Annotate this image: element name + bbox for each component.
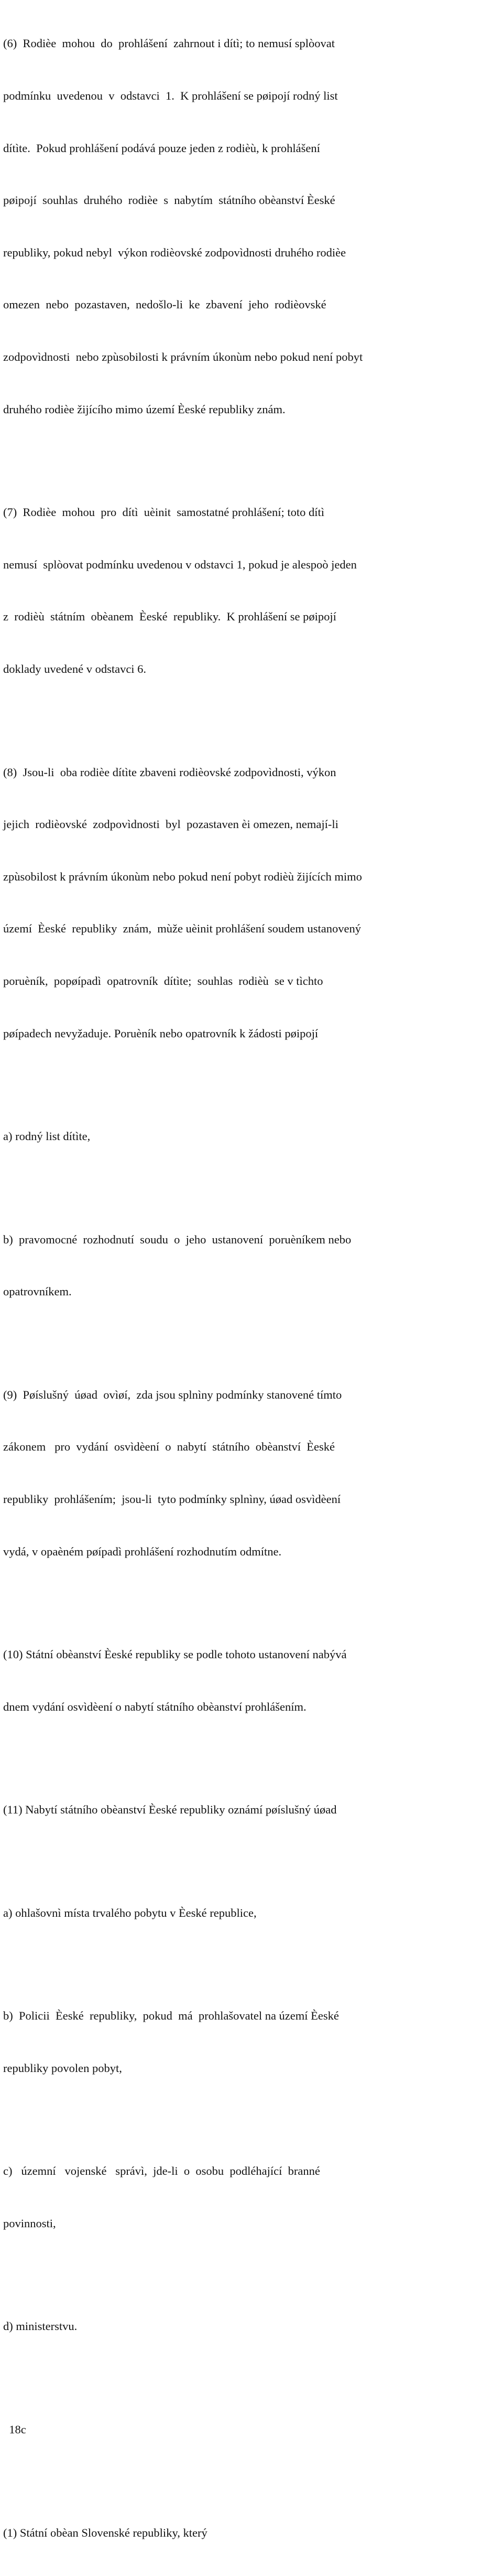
paragraph-7 [3, 469, 500, 713]
paragraph-gap [3, 2473, 500, 2489]
paragraph-gap [3, 2267, 500, 2283]
paragraph-gap [3, 1956, 500, 1972]
text-line: republiky povolen pobyt, [3, 2061, 122, 2075]
text-line: pøipojí souhlas druhého rodièe s nabytím státního obèanství Èeské [3, 194, 335, 207]
text-line: republiky prohlášením; jsou-li tyto podmínky splnìny, úøad osvìdèení [3, 1492, 341, 1506]
text-line: zodpovìdnosti nebo zpùsobilosti k právním úkonùm nebo pokud není pobyt [3, 350, 363, 364]
text-line: omezen nebo pozastaven, nedošlo-li ke zbavení jeho rodièovské [3, 298, 326, 312]
paragraph-gap [3, 2370, 500, 2386]
text-line: b) pravomocné rozhodnutí soudu o jeho ustanovení poruèníkem nebo [3, 1232, 352, 1246]
paragraph-gap [3, 713, 500, 729]
text-line: b) Policii Èeské republiky, pokud má prohlašovatel na území Èeské [3, 2009, 339, 2023]
text-line: d) ministerstvu. [3, 2320, 78, 2333]
paragraph-gap [3, 1180, 500, 1196]
list-item-a [3, 1869, 500, 1956]
text-line: druhého rodièe žijícího mimo území Èeské republiky znám. [3, 402, 286, 416]
text-line: (9) Pøíslušný úøad ovìøí, zda jsou splnìny podmínky stanovené tímto [3, 1388, 342, 1401]
text-line: c) územní vojenské správì, jde-li o osobu podléhající branné [3, 2164, 320, 2178]
text-line: území Èeské republiky znám, mùže uèinit prohlášení soudem ustanovený [3, 922, 361, 936]
list-item-a [3, 1093, 500, 1180]
text-line: a) ohlašovnì místa trvalého pobytu v Èeské republice, [3, 1906, 257, 1919]
list-item-b [3, 1196, 500, 1335]
paragraph-gap [3, 453, 500, 469]
text-line: 18c [3, 2423, 26, 2436]
paragraph-gap [3, 2111, 500, 2128]
text-line: pøípadech nevyžaduje. Poruèník nebo opatrovník k žádosti pøipojí [3, 1026, 319, 1040]
text-line: zpùsobilost k právním úkonùm nebo pokud není pobyt rodièù žijících mimo [3, 870, 362, 883]
paragraph-gap [3, 1750, 500, 1766]
text-line: dítìte. Pokud prohlášení podává pouze jeden z rodièù, k prohlášení [3, 141, 320, 155]
text-line: jejich rodièovské zodpovìdnosti byl pozastaven èi omezen, nemají-li [3, 818, 338, 831]
paragraph-8 [3, 728, 500, 1077]
text-line: povinnosti, [3, 2216, 56, 2230]
text-line: (7) Rodièe mohou pro dítì uèinit samostatné prohlášení; toto dítì [3, 506, 325, 519]
text-line: podmínku uvedenou v odstavci 1. K prohlášení se pøipojí rodný list [3, 89, 338, 103]
text-line: dnem vydání osvìdèení o nabytí státního obèanství prohlášením. [3, 1700, 307, 1713]
text-line: poruèník, popøípadì opatrovník dítìte; souhlas rodièù se v tìchto [3, 974, 323, 988]
text-line: (10) Státní obèanství Èeské republiky se podle tohoto ustanovení nabývá [3, 1648, 347, 1661]
section-heading [3, 2386, 500, 2473]
text-line: (6) Rodièe mohou do prohlášení zahrnout i dítì; to nemusí splòovat [3, 37, 335, 50]
list-item-c [3, 2128, 500, 2267]
paragraph-1 [3, 2489, 500, 2576]
paragraph-9 [3, 1351, 500, 1595]
text-line: (11) Nabytí státního obèanství Èeské republiky oznámí pøíslušný úøad [3, 1803, 337, 1817]
text-line: zákonem pro vydání osvìdèení o nabytí státního obèanství Èeské [3, 1440, 335, 1454]
paragraph-6 [3, 0, 500, 453]
paragraph-11 [3, 1766, 500, 1853]
paragraph-gap [3, 1335, 500, 1351]
text-line: doklady uvedené v odstavci 6. [3, 662, 147, 676]
paragraph-10 [3, 1611, 500, 1751]
paragraph-gap [3, 1077, 500, 1093]
paragraph-gap [3, 1853, 500, 1870]
text-line: z rodièù státním obèanem Èeské republiky. K prohlášení se pøipojí [3, 610, 336, 624]
document-page [3, 0, 500, 2576]
text-line: opatrovníkem. [3, 1285, 72, 1298]
paragraph-gap [3, 1595, 500, 1611]
text-line: (8) Jsou-li oba rodièe dítìte zbaveni rodièovské zodpovìdnosti, výkon [3, 765, 336, 779]
text-line: vydá, v opaèném pøípadì prohlášení rozhodnutím odmítne. [3, 1544, 282, 1558]
text-line: republiky, pokud nebyl výkon rodièovské zodpovìdnosti druhého rodièe [3, 245, 346, 259]
text-line: a) rodný list dítìte, [3, 1130, 91, 1143]
text-line: nemusí splòovat podmínku uvedenou v odstavci 1, pokud je alespoò jeden [3, 557, 357, 571]
text-line: (1) Státní obèan Slovenské republiky, který [3, 2526, 207, 2539]
list-item-d [3, 2283, 500, 2370]
list-item-b [3, 1972, 500, 2112]
